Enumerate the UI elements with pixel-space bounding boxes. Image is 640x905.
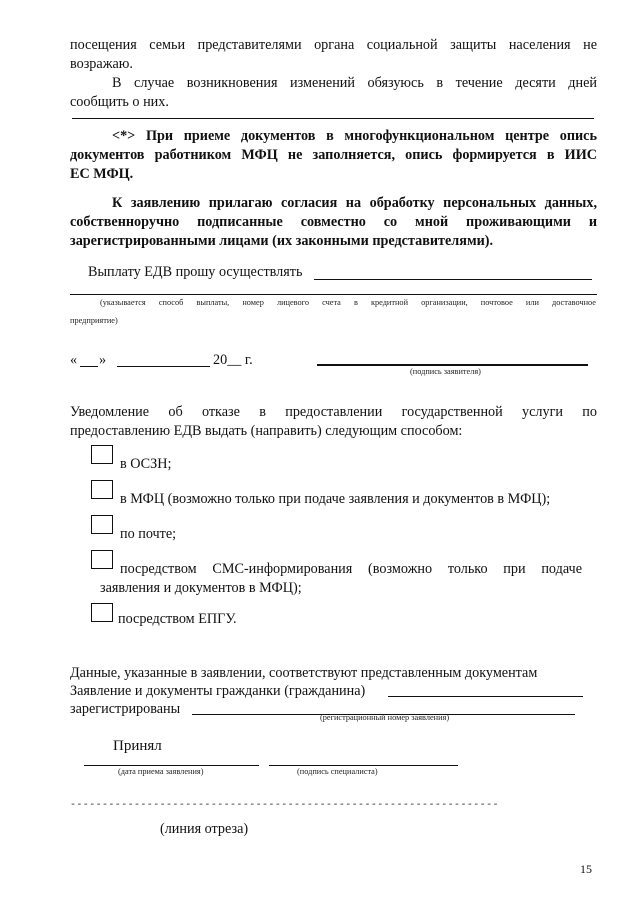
notice-line-2: предоставлению ЕДВ выдать (направить) следующим способом: — [70, 423, 463, 439]
registration-number-hint: (регистрационный номер заявления) — [320, 713, 450, 722]
option-label-post: по почте; — [120, 526, 177, 542]
option-label-epgu: посредством ЕПГУ. — [118, 611, 237, 627]
footer-line-1: Данные, указанные в заявлении, соответствуют представленным документам — [70, 665, 538, 681]
note-line-3: ЕС МФЦ. — [70, 166, 134, 182]
cut-line-label: (линия отреза) — [160, 821, 249, 837]
option-label-sms: посредством СМС-информирования (возможно только при подаче — [120, 561, 582, 577]
applicant-name-field[interactable] — [388, 696, 583, 697]
top-line-4: сообщить о них. — [70, 94, 169, 110]
accepted-label: Принял — [113, 738, 162, 754]
notice-line-1: Уведомление об отказе в предоставлении государственной услуги по — [70, 404, 597, 420]
top-line-1: посещения семьи представителями органа социальной защиты населения не — [70, 37, 597, 53]
consent-line-2: собственноручно подписанные совместно со мной проживающими и — [70, 214, 597, 230]
date-close-quote: » — [99, 352, 107, 368]
date-month-field[interactable] — [117, 366, 210, 367]
footer-line-3: зарегистрированы — [70, 701, 181, 717]
option-checkbox-oszn[interactable] — [91, 445, 113, 464]
option-label-sms-line-2: заявления и документов в МФЦ); — [100, 580, 302, 596]
option-checkbox-epgu[interactable] — [91, 603, 113, 622]
date-open-quote: « — [70, 352, 78, 368]
option-checkbox-post[interactable] — [91, 515, 113, 534]
option-label-oszn: в ОСЗН; — [120, 456, 172, 472]
specialist-signature-hint: (подпись специалиста) — [297, 767, 378, 776]
top-line-3: В случае возникновения изменений обязуюсь в течение десяти дней — [112, 75, 597, 91]
date-day-field[interactable] — [80, 366, 98, 367]
consent-line-3: зарегистрированными лицами (их законными представителями). — [70, 233, 494, 249]
applicant-signature-field[interactable] — [317, 364, 588, 366]
payment-field-line-2[interactable] — [70, 294, 597, 295]
specialist-signature-field[interactable] — [269, 765, 458, 766]
payment-hint-2: предприятие) — [70, 316, 118, 325]
acceptance-date-hint: (дата приема заявления) — [118, 767, 204, 776]
cut-line: ------------------------------------------------------------------- — [70, 800, 499, 811]
consent-line-1: К заявлению прилагаю согласия на обработку персональных данных, — [112, 195, 597, 211]
payment-hint-1: (указывается способ выплаты, номер лицевого счета в кредитной организации, почтовое или доставочное — [100, 298, 596, 307]
top-line-2: возражаю. — [70, 56, 133, 72]
acceptance-date-field[interactable] — [84, 765, 259, 766]
note-line-1: <*> При приеме документов в многофункциональном центре опись — [112, 128, 597, 144]
applicant-signature-hint: (подпись заявителя) — [410, 367, 481, 376]
option-checkbox-sms[interactable] — [91, 550, 113, 569]
date-year: 20__ г. — [213, 352, 253, 368]
page-number: 15 — [580, 862, 592, 876]
option-checkbox-mfc[interactable] — [91, 480, 113, 499]
note-line-2: документов работником МФЦ не заполняется, опись формируется в ИИС — [70, 147, 597, 163]
separator-line — [72, 118, 594, 119]
payment-field[interactable] — [314, 279, 592, 280]
payment-label: Выплату ЕДВ прошу осуществлять — [88, 264, 303, 280]
option-label-mfc: в МФЦ (возможно только при подаче заявления и документов в МФЦ); — [120, 491, 551, 507]
footer-line-2: Заявление и документы гражданки (гражданина) — [70, 683, 366, 699]
